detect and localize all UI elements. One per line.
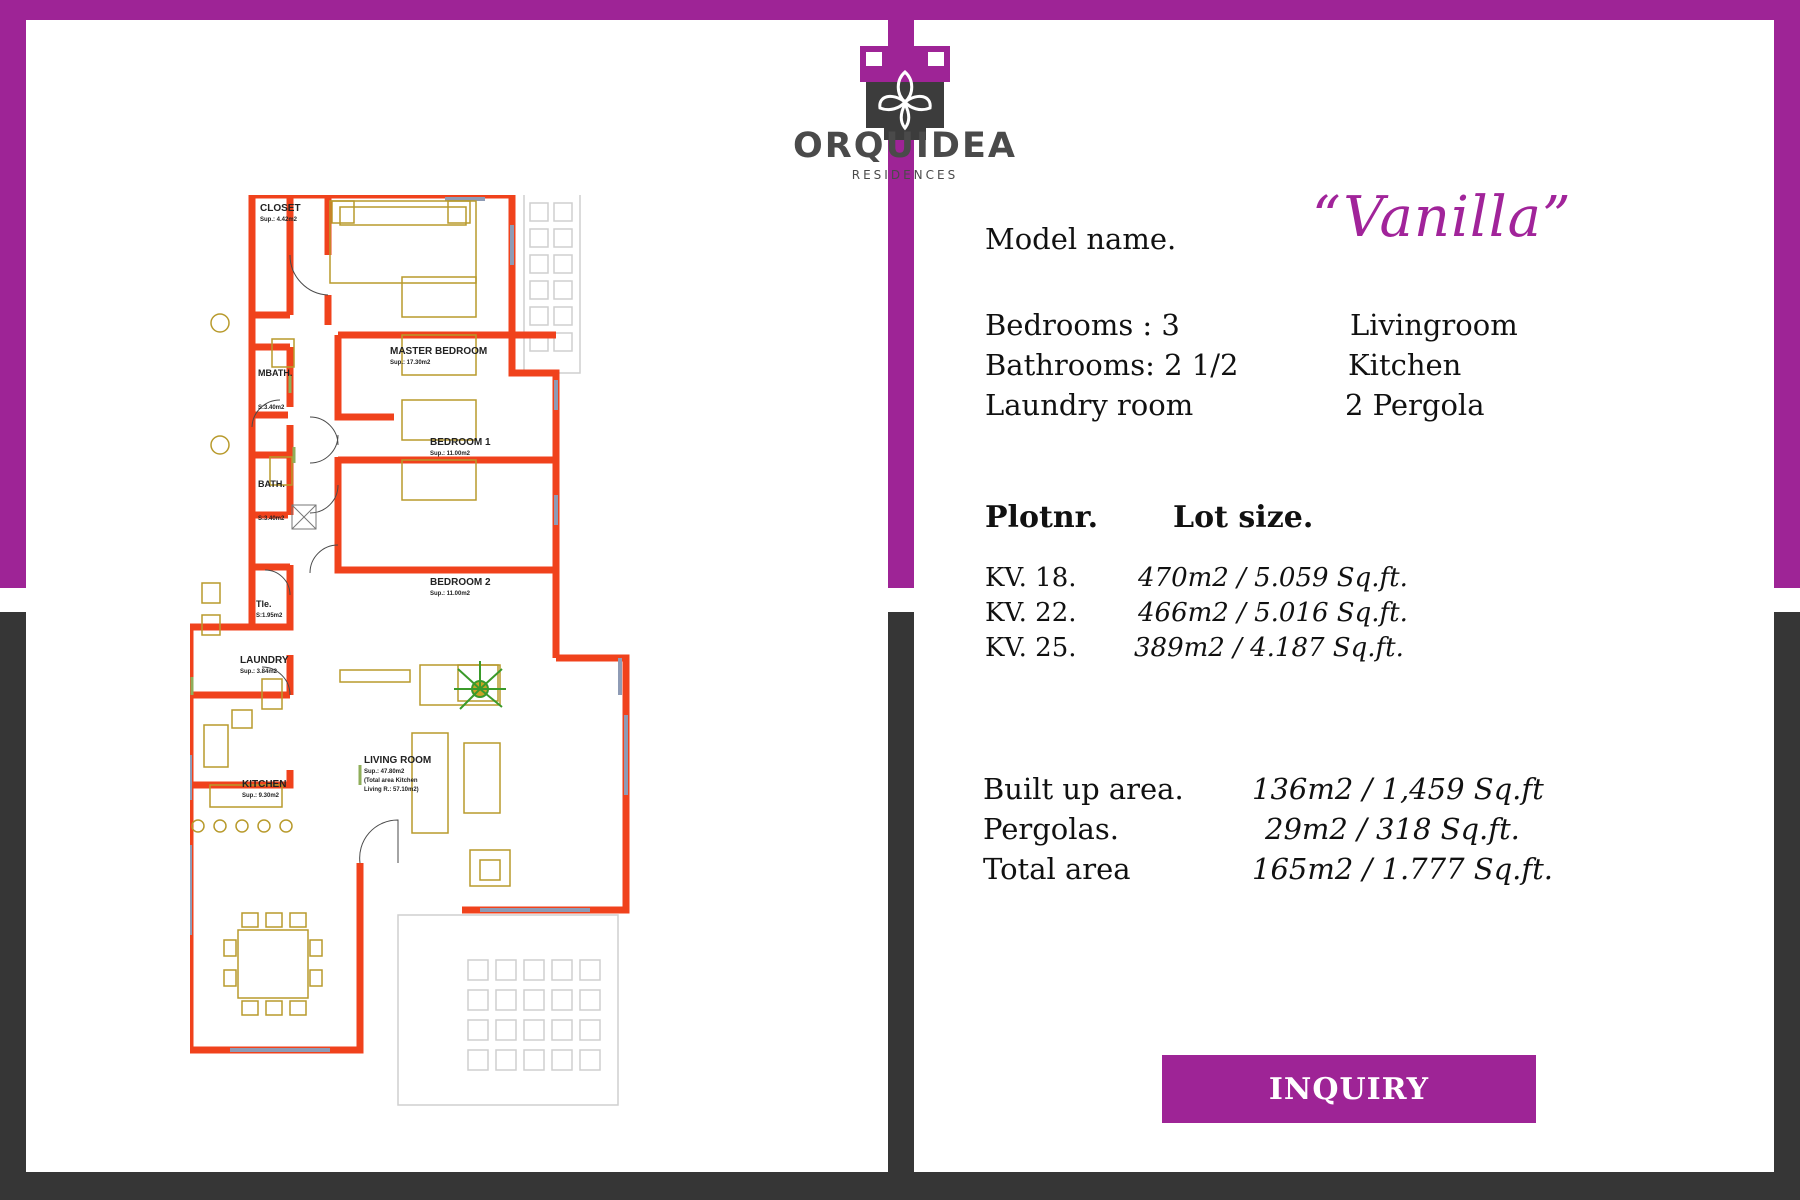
room-label: KITCHEN [242,779,287,790]
divider-accent [888,205,914,585]
room-label: Tle. [256,599,272,609]
room-area: Sup.: 17.30m2 [390,360,431,366]
inquiry-button[interactable]: INQUIRY [1162,1055,1536,1123]
area-label: Built up area. [983,772,1184,806]
lot-row-plot: KV. 25. [985,633,1077,663]
model-label: Model name. [985,222,1177,256]
brand-subtitle: RESIDENCES [851,168,959,182]
room-area: S:3.40m2 [258,405,285,411]
room-area: Sup.: 9.30m2 [242,793,280,799]
room-label: MBATH. [258,368,293,378]
room-label: CLOSET [260,203,301,214]
lot-row-size: 389m2 / 4.187 Sq.ft. [1134,633,1404,663]
lot-row-size: 466m2 / 5.016 Sq.ft. [1138,598,1408,628]
model-value: “Vanilla” [1312,185,1572,250]
area-value: 29m2 / 318 Sq.ft. [1265,812,1520,846]
room-area: Sup.: 47.80m2 [364,769,405,775]
area-label: Total area [983,852,1131,886]
lot-row-plot: KV. 18. [985,563,1077,593]
room-label: LAUNDRY [240,655,289,666]
room-area: Sup.: 11.00m2 [430,591,471,597]
room-label: MASTER BEDROOM [390,346,488,357]
room-label: LIVING ROOM [364,755,432,766]
living-note: (Total area Kitchen [364,778,418,784]
feature-pergola: 2 Pergola [1345,388,1485,422]
living-note: Living R.: 57.10m2) [364,787,419,793]
floor-plan [190,195,650,1115]
lot-row-size: 470m2 / 5.059 Sq.ft. [1138,563,1408,593]
room-area: Sup.: 3.84m2 [240,669,278,675]
feature-kitchen: Kitchen [1348,348,1462,382]
room-label: BEDROOM 1 [430,437,491,448]
divider-dark [888,612,914,1172]
room-label: BEDROOM 2 [430,577,491,588]
room-area: Sup.: 11.00m2 [430,451,471,457]
lot-size-header: Lot size. [1173,500,1314,535]
feature-bedrooms: Bedrooms : 3 [985,308,1180,342]
feature-laundry: Laundry room [985,388,1194,422]
area-label: Pergolas. [983,812,1119,846]
room-area: Sup.: 4.42m2 [260,217,298,223]
feature-bathrooms: Bathrooms: 2 1/2 [985,348,1239,382]
area-value: 165m2 / 1.777 Sq.ft. [1252,852,1554,886]
room-area: S:1.95m2 [256,613,283,619]
feature-livingroom: Livingroom [1350,308,1518,342]
brand-name: ORQUIDEA [793,126,1017,166]
plot-header: Plotnr. [985,500,1099,535]
area-value: 136m2 / 1,459 Sq.ft [1252,772,1544,806]
lot-row-plot: KV. 22. [985,598,1077,628]
room-label: BATH. [258,479,285,489]
room-area: S:3.40m2 [258,516,285,522]
